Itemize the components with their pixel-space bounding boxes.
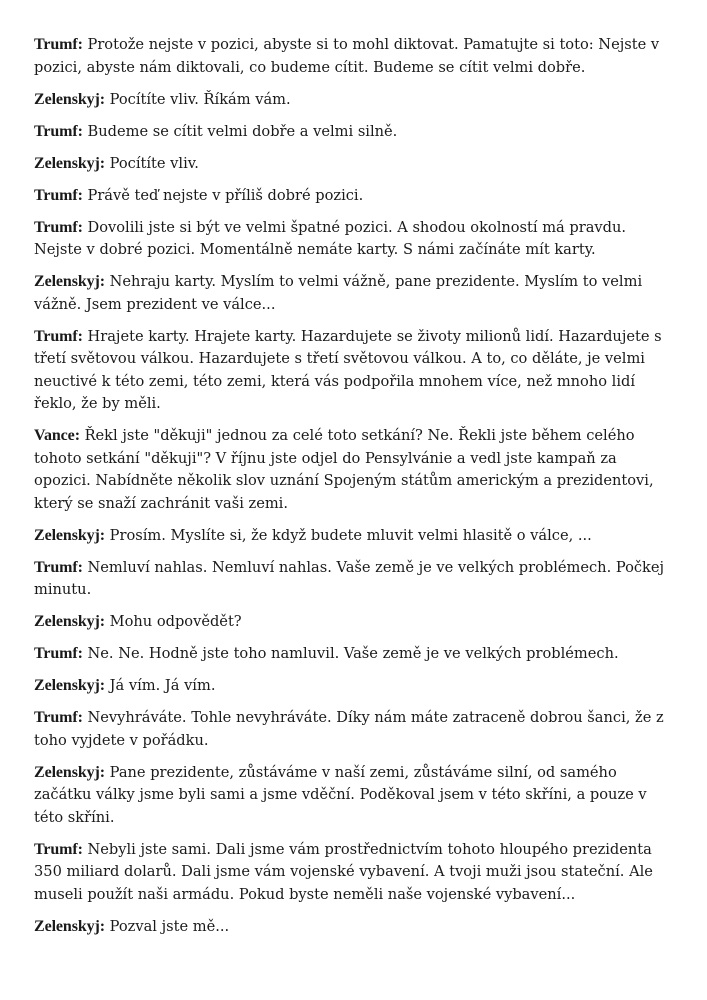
speaker-name: Zelenskyj: [34,763,106,781]
speaker-name: Trumf: [34,645,83,662]
speaker-name: Zelenskyj: [34,154,106,172]
line-text: Já vím. Já vím. [109,677,216,694]
line-text: Pozval jste mě... [109,917,230,935]
speaker-name: Zelenskyj: [34,526,106,544]
transcript-line [34,916,674,939]
line-text: Nemluví nahlas. Nemluví nahlas. Vaše země je ve velkých problémech. Počkej minutu. [34,558,665,598]
transcript-line [34,557,674,602]
speaker-name: Trumf: [34,186,83,204]
transcript-line [34,762,674,830]
transcript-line [34,185,674,208]
line-text: Nehraju karty. Myslím to velmi vážně, pane prezidente. Myslím to velmi vážně. Jsem prezident ve válce... [34,273,643,313]
line-text: Pane prezidente, zůstáváme v naší zemi, zůstáváme silní, od samého začátku války jsme byli sami a jsme vděční. Poděkoval jsem v této skříni, a pouze v této skříni. [34,763,647,826]
transcript-line [34,153,674,176]
speaker-name: Zelenskyj: [34,613,106,630]
speaker-name: Trumf: [34,36,83,53]
transcript-line [34,326,674,416]
speaker-name: Trumf: [34,327,83,345]
speaker-name: Trumf: [34,122,83,140]
line-text: Protože nejste v pozici, abyste si to mohl diktovat. Pamatujte si toto: Nejste v pozici, abyste nám diktovali, co budeme cítit. Budeme se cítit velmi dobře. [34,36,660,76]
transcript-line [34,271,674,316]
speaker-name: Zelenskyj: [34,917,106,935]
speaker-name: Zelenskyj: [34,273,106,290]
transcript-line [34,217,674,262]
line-text: Nevyhráváte. Tohle nevyhráváte. Díky nám máte zatraceně dobrou šanci, že z toho vyjdete v pořádku. [34,709,664,749]
line-text: Řekl jste "děkuji" jednou za celé toto setkání? Ne. Řekli jste během celého tohoto setkání "děkuji"? V říjnu jste odjel do Pensylvánie a vedl jste kampaň za opozici. Nabídněte několik slov uznání Spojeným státům americkým a prezidentovi, který se snaží zachránit vaši zemi. [34,427,654,512]
line-text: Nebyli jste sami. Dali jsme vám prostřednictvím tohoto hloupého prezidenta 350 miliard dolarů. Dali jsme vám vojenské vybavení. A tvoji muži jsou stateční. Ale museli použít naši armádu. Pokud byste neměli naše vojenské vybavení... [34,840,653,903]
line-text: Prosím. Myslíte si, že když budete mluvit velmi hlasitě o válce, ... [109,526,592,544]
transcript-line [34,675,674,698]
speaker-name: Trumf: [34,709,83,726]
line-text: Mohu odpovědět? [109,613,242,630]
speaker-name: Trumf: [34,218,83,236]
transcript [34,34,674,948]
transcript-line [34,89,674,112]
speaker-name: Zelenskyj: [34,677,106,694]
line-text: Právě teď nejste v příliš dobré pozici. [87,186,364,204]
transcript-line [34,121,674,144]
line-text: Ne. Ne. Hodně jste toho namluvil. Vaše země je ve velkých problémech. [87,645,619,662]
line-text: Pocítíte vliv. Říkám vám. [109,90,291,108]
transcript-line [34,643,674,666]
transcript-line [34,707,674,752]
line-text: Hrajete karty. Hrajete karty. Hazardujete se životy milionů lidí. Hazardujete s třetí světovou válkou. Hazardujete s třetí světovou válkou. A to, co děláte, je velmi neuctivé k této zemi, této zemi, která vás podpořila mnohem více, než mnoho lidí řeklo, že by měli. [34,327,662,412]
speaker-name: Vance: [34,427,80,444]
speaker-name: Zelenskyj: [34,90,106,108]
transcript-line [34,525,674,548]
speaker-name: Trumf: [34,558,83,576]
line-text: Dovolili jste si být ve velmi špatné pozici. A shodou okolností má pravdu. Nejste v dobré pozici. Momentálně nemáte karty. S námi začínáte mít karty. [34,218,627,258]
line-text: Budeme se cítit velmi dobře a velmi silně. [87,122,398,140]
transcript-line [34,425,674,515]
transcript-line [34,34,674,79]
transcript-line [34,839,674,907]
line-text: Pocítíte vliv. [109,154,199,172]
speaker-name: Trumf: [34,840,83,858]
transcript-line [34,611,674,634]
